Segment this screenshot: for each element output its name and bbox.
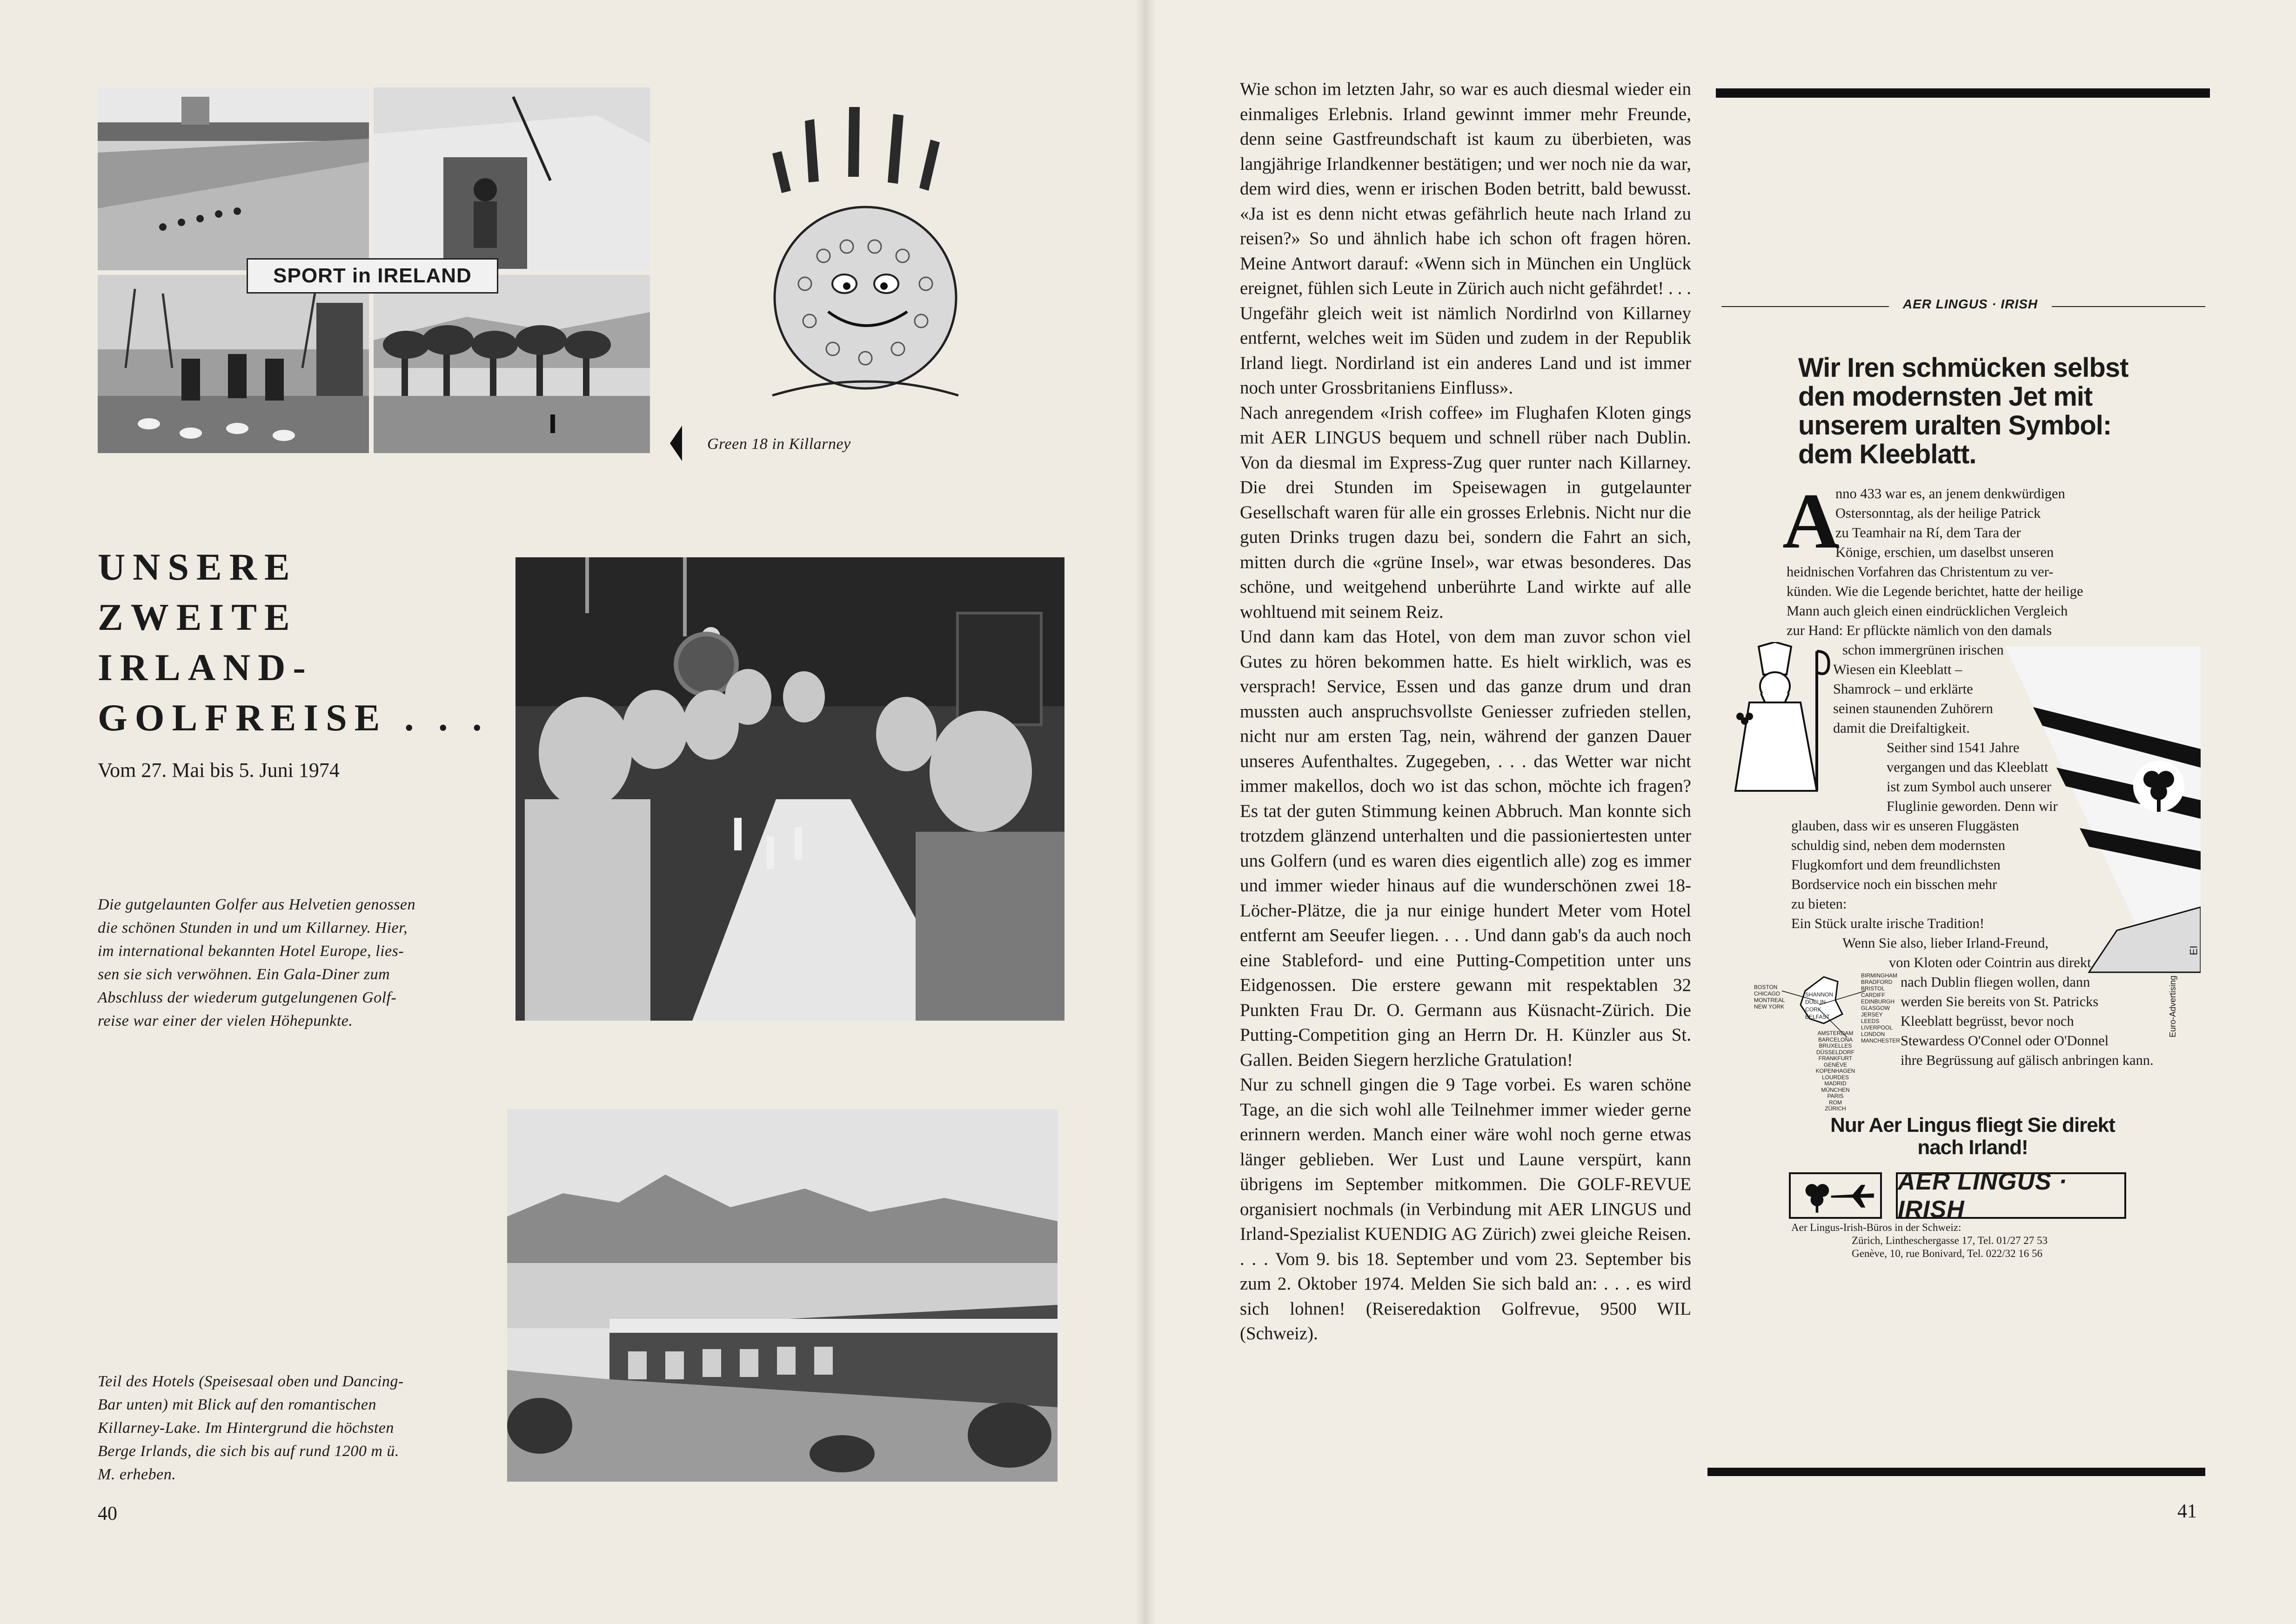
hotel-caption bbox=[98, 1370, 484, 1486]
map-city: MANCHESTER bbox=[1861, 1037, 1901, 1044]
map-city: DUBLIN bbox=[1805, 999, 1826, 1005]
caption-line: Bar unten) mit Blick auf den romantischen bbox=[98, 1396, 377, 1413]
ad-body-line: ist zum Symbol auch unserer bbox=[1887, 779, 2052, 795]
ad-headline: Wir Iren schmücken selbst den modernsten Jet mit unserem uralten Symbol: dem Kleeblatt. bbox=[1798, 353, 2129, 469]
ad-offices bbox=[1791, 1221, 2089, 1260]
caption-line: sen sie sich verwöhnen. Ein Gala-Diner zum bbox=[98, 966, 390, 983]
map-city: LIVERPOOL bbox=[1861, 1024, 1893, 1031]
ad-body-line: Mann auch gleich einen eindrücklichen Vergleich bbox=[1787, 603, 2068, 619]
map-city: FRANKFURT bbox=[1818, 1055, 1853, 1062]
ad-body-line: Kleeblatt begrüsst, bevor noch bbox=[1901, 1013, 2074, 1029]
ad-body-line: von Kloten oder Cointrin aus direkt bbox=[1889, 955, 2091, 970]
map-city: JERSEY bbox=[1861, 1011, 1883, 1018]
ad-body-line: Ein Stück uralte irische Tradition! bbox=[1791, 916, 1985, 931]
ad-body-line: nno 433 war es, an jenem denkwürdigen bbox=[1835, 486, 2065, 501]
ad-top-rule bbox=[1716, 88, 2210, 98]
headline-line: IRLAND- bbox=[98, 646, 313, 688]
collage-photo-boat bbox=[374, 87, 650, 270]
map-city: SHANNON bbox=[1805, 991, 1834, 998]
ad-brand-line bbox=[1721, 297, 2205, 315]
headline-line: GOLFREISE . . . bbox=[98, 696, 489, 739]
spine-shadow bbox=[1135, 0, 1156, 1624]
ad-body-line: Seither sind 1541 Jahre bbox=[1887, 740, 2020, 755]
article-paragraph: Und dann kam das Hotel, von dem man zuvor schon viel Gutes zu hören bekommen hatte. Es hielt wirklich, was es versprach! Service, Essen und das ganze drum und dran mussten auch anspruchsvollste Geniesser zufrieden stellen, nicht nur am ersten Tag, nein, während der ganzen Dauer unseres Aufenthaltes. Zugegeben, . . . das Wetter war nicht immer makellos, doch wo ist das schon, möchte ich fragen? Es tat der guten Stimmung keinen Abbruch. Man konnte sich trotzdem glänzend unterhalten und die passioniertesten unter uns Golfern (und es waren dies eigentlich alle) zog es immer und immer wieder hinaus auf die wunderschönen zwei 18-Löcher-Plätze, die ja nur einige hundert Meter vom Hotel entfernt am Seeufer liegen. . . . Und dann gab's da auch noch eine Stableford- und eine Putting-Competition unter uns Eidgenossen. Die erstere gewann mit respektablen 32 Punkten Frau Dr. O. Germann aus Küsnacht-Zürich. Die Putting-Competition ging an Herrn Dr. H. Künzler aus St. Gallen. Beiden Siegern herzliche Gratulation! bbox=[1240, 627, 1691, 1070]
brand-line-text: AER LINGUS · IRISH bbox=[1902, 297, 2038, 311]
logo-wordmark bbox=[1896, 1168, 2126, 1223]
article-body bbox=[1240, 77, 1691, 1346]
ad-body-line: Wenn Sie also, lieber Irland-Freund, bbox=[1842, 935, 2049, 951]
headline-line: UNSERE bbox=[98, 546, 297, 588]
ad-body-line: glauben, dass wir es unseren Fluggästen bbox=[1791, 818, 2019, 834]
headline-line: ZWEITE bbox=[98, 596, 297, 638]
caption-line: reise war einer der vielen Höhepunkte. bbox=[98, 1012, 353, 1029]
collage-photo-racecourse bbox=[98, 87, 369, 270]
article-paragraph: Nach anregendem «Irish coffee» im Flughafen Kloten gings mit AER LINGUS bequem und schnell rüber nach Dublin. Von da diesmal im Express-Zug quer runter nach Killarney. Die drei Stunden im Speisewagen in gutgelaunter Gesellschaft waren für alle ein grosses Erlebnis. Nicht nur die guten Drinks trugen dazu bei, sondern die Fahrt an sich, mitten durch die «grüne Insel», war etwas besonderes. Das schöne, und weitgehend unberührte Land wirkte auf alle wohltuend mit seinem Reiz. bbox=[1240, 402, 1691, 622]
ad-body-line: Könige, erschien, um daselbst unseren bbox=[1835, 544, 2054, 560]
map-city: BIRMINGHAM bbox=[1861, 972, 1897, 979]
ad-tagline: Nur Aer Lingus fliegt Sie direkt nach Irland! bbox=[1830, 1114, 2115, 1159]
route-map bbox=[1754, 963, 1949, 1116]
gala-dinner-photo bbox=[515, 557, 1064, 1021]
ad-body-line: Bordservice noch ein bisschen mehr bbox=[1791, 876, 1997, 892]
caption-line: im international bekannten Hotel Europe, lies- bbox=[98, 942, 404, 960]
ad-bottom-rule bbox=[1707, 1468, 2205, 1476]
caption-pointer-icon bbox=[670, 426, 682, 461]
ad-body-line: heidnischen Vorfahren das Christentum zu ver- bbox=[1787, 564, 2054, 580]
map-city: LONDON bbox=[1861, 1031, 1885, 1037]
map-city: LOURDES bbox=[1821, 1074, 1849, 1081]
ad-body-line: schon immergrünen irischen bbox=[1842, 642, 2004, 658]
ad-body-line: Flugkomfort und dem freundlichsten bbox=[1791, 857, 2001, 873]
ad-body-line: zur Hand: Er pflückte nämlich von den damals bbox=[1787, 622, 2052, 638]
map-city: PARIS bbox=[1827, 1093, 1844, 1099]
office-geneve: Genève, 10, rue Bonivard, Tel. 022/32 16 56 bbox=[1852, 1248, 2042, 1259]
map-city: EDINBURGH bbox=[1861, 998, 1895, 1005]
article-paragraph: Wie schon im letzten Jahr, so war es auch diesmal wieder ein einmaliges Erlebnis. Irland gewinnt immer mehr Freunde, denn seine Gastfreundschaft ist kaum zu überbieten, was langjährige Irlandkenner bestätigen; und wer noch nie da war, dem wird dies, wenn er irischen Boden betritt, bald bewusst. «Ja ist es denn nicht etwas gefährlich heute nach Irland zu reisen?» So und ähnlich habe ich schon oft fragen hören. Meine Antwort darauf: «Wenn sich in München ein Unglück ereignet, fühlen sich Leute in Zürich auch nicht gefährdet! . . . Ungefähr gleich weit ist nämlich Nordirlnd von Killarney entfernt, welches weit im Süden und zudem in der Republik Irland liegt. Nordirland ist ein anderes Land und ist immer noch unter Grossbritaniens Einfluss». bbox=[1240, 79, 1691, 398]
ad-body-line: Wiesen ein Kleeblatt – bbox=[1833, 662, 1962, 677]
map-city: BRADFORD bbox=[1861, 979, 1893, 985]
sport-in-ireland-banner bbox=[247, 258, 498, 294]
map-city: BRISTOL bbox=[1861, 985, 1885, 992]
map-cities-right bbox=[1861, 972, 1900, 1044]
aircraft-tail-illustration bbox=[2005, 647, 2201, 1000]
article-headline bbox=[98, 542, 516, 743]
map-city: CHICAGO bbox=[1754, 990, 1781, 997]
caption-line: Berge Irlands, die sich bis auf rund 1200 m ü. bbox=[98, 1443, 399, 1460]
ad-body-line: zu bieten: bbox=[1791, 896, 1847, 912]
collage-photo-golf-course bbox=[374, 275, 650, 453]
map-city: LEEDS bbox=[1861, 1018, 1880, 1024]
ad-body-line: ihre Begrüssung auf gälisch anbringen kann. bbox=[1901, 1052, 2154, 1068]
map-city: BARCELONA bbox=[1818, 1036, 1853, 1043]
trip-dates: Vom 27. Mai bis 5. Juni 1974 bbox=[98, 759, 340, 782]
map-city: BELFAST bbox=[1805, 1014, 1830, 1020]
office-zurich: Zürich, Lintheschergasse 17, Tel. 01/27 27 53 bbox=[1852, 1235, 2048, 1246]
offices-title: Aer Lingus-Irish-Büros in der Schweiz: bbox=[1791, 1222, 1961, 1233]
aer-lingus-logo bbox=[1789, 1168, 2126, 1223]
map-city: GENÈVE bbox=[1823, 1061, 1847, 1068]
caption-line: M. erheben. bbox=[98, 1466, 176, 1483]
shamrock-plane-icon bbox=[1789, 1172, 1882, 1219]
tail-text: EI bbox=[2188, 945, 2200, 956]
map-city: BRUXELLES bbox=[1819, 1043, 1852, 1049]
ad-body-line: zu Teamhair na Rí, dem Tara der bbox=[1835, 525, 2021, 541]
map-city: DÜSSELDORF bbox=[1816, 1049, 1854, 1056]
caption-line: die schönen Stunden in und um Killarney. Hier, bbox=[98, 919, 408, 936]
caption-line: Abschluss der wiederum gutgelungenen Golf- bbox=[98, 989, 397, 1006]
map-city: MONTREAL bbox=[1754, 997, 1785, 1003]
map-cities-left bbox=[1754, 984, 1785, 1010]
banner-text: SPORT in IRELAND bbox=[273, 264, 472, 287]
map-city: BOSTON bbox=[1754, 984, 1778, 990]
ad-body-line: damit die Dreifaltigkeit. bbox=[1833, 720, 1970, 736]
ad-body-line: schuldig sind, neben dem modernsten bbox=[1791, 837, 2005, 853]
article-paragraph: Nur zu schnell gingen die 9 Tage vorbei. Es waren schöne Tage, an die sich wohl alle Teilnehmer immer wieder gerne erinnern werden. Manch einer wäre wohl noch gerne etwas länger geblieben. Wer Lust und Laune verspürt, kann übrigens im September mitkommen. Die GOLF-REVUE organisiert nochmals (in Verbindung mit AER LINGUS und Irland-Spezialist KUENDIG AG Zürich) zwei gleiche Reisen. . . . Vom 9. bis 18. September und vom 23. September bis zum 2. Oktober 1974. Melden Sie sich bald an: . . . es wird sich lohnen! (Reiseredaktion Golfrevue, 9500 WIL (Schweiz). bbox=[1240, 1075, 1691, 1343]
page-number-left: 40 bbox=[98, 1503, 117, 1524]
map-city: GLASGOW bbox=[1861, 1005, 1890, 1011]
map-city: AMSTERDAM bbox=[1817, 1030, 1854, 1036]
ad-body-line: nach Dublin fliegen wollen, dann bbox=[1901, 974, 2090, 990]
map-city: KOPENHAGEN bbox=[1815, 1068, 1855, 1074]
page-number-right: 41 bbox=[2177, 1501, 2197, 1522]
drop-cap-letter: A bbox=[1782, 477, 1840, 565]
ad-body-line: Ostersonntag, als der heilige Patrick bbox=[1835, 505, 2041, 521]
ad-body-line: werden Sie bereits von St. Patricks bbox=[1901, 994, 2099, 1009]
hotel-lake-photo bbox=[507, 1109, 1058, 1482]
caption-line: Killarney-Lake. Im Hintergrund die höchsten bbox=[98, 1419, 394, 1437]
map-city: MADRID bbox=[1824, 1080, 1847, 1087]
ad-body-line: Stewardess O'Connel oder O'Donnel bbox=[1901, 1033, 2109, 1049]
saint-patrick-illustration bbox=[1717, 642, 1833, 795]
map-city: NEW YORK bbox=[1754, 1003, 1785, 1010]
map-cities-bottom bbox=[1810, 1030, 1861, 1112]
collage-photo-hunt bbox=[98, 275, 369, 453]
ad-body-line: seinen staunenden Zuhörern bbox=[1833, 701, 1993, 716]
ad-body-line: Fluglinie geworden. Denn wir bbox=[1887, 798, 2058, 814]
left-page bbox=[0, 0, 1145, 1624]
map-city: ROM bbox=[1829, 1099, 1842, 1106]
caption-line: Die gutgelaunten Golfer aus Helvetien genossen bbox=[98, 896, 416, 913]
map-city: MÜNCHEN bbox=[1821, 1086, 1850, 1093]
ad-body-line: Shamrock – und erklärte bbox=[1833, 681, 1973, 697]
map-city: CORK bbox=[1805, 1006, 1821, 1013]
ad-body-line: künden. Wie die Legende berichtet, hatte der heilige bbox=[1787, 583, 2083, 599]
golf-ball-illustration bbox=[754, 88, 996, 414]
drop-cap bbox=[1782, 477, 1840, 565]
ad-body-line: vergangen und das Kleeblatt bbox=[1887, 759, 2048, 775]
dinner-caption bbox=[98, 893, 484, 1033]
caption-line: Teil des Hotels (Speisesaal oben und Dancing- bbox=[98, 1373, 404, 1390]
side-credit: Euro-Advertising bbox=[2168, 975, 2177, 1037]
golf-ball-caption: Green 18 in Killarney bbox=[707, 435, 851, 453]
map-cities-mid bbox=[1805, 991, 1833, 1021]
logo-text: AER LINGUS · IRISH bbox=[1898, 1168, 2068, 1223]
map-city: CARDIFF bbox=[1861, 992, 1885, 998]
map-city: ZÜRICH bbox=[1825, 1105, 1846, 1112]
